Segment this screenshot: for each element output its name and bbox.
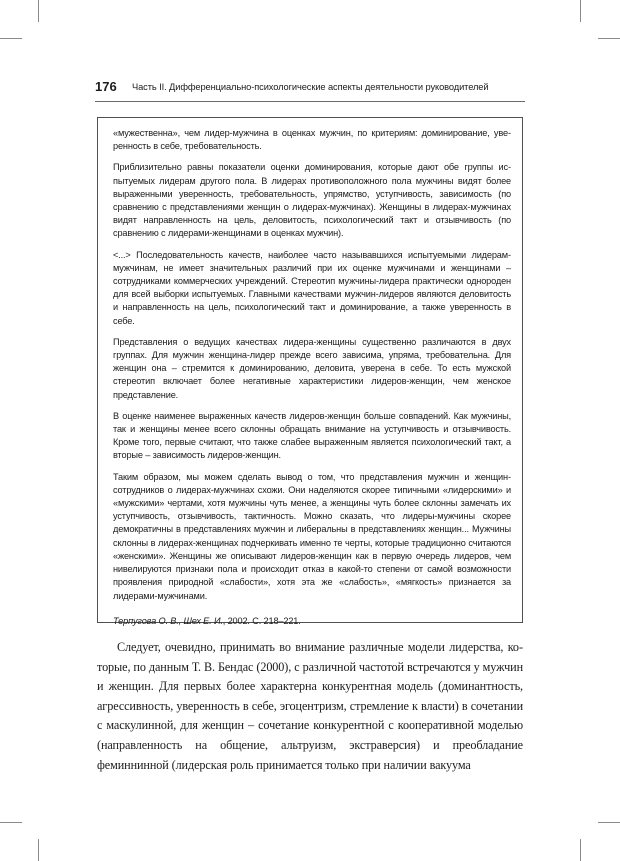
body-paragraph: Следует, очевидно, принимать во внимание различные модели лидерства, которые, по данным Т. В. Бендас (2000), с различной частотой встречаются у мужчин и женщин. Для первых более характерна конкурентная модель (доминантность, агрессивность, уверенность в себе, эгоцентризм, стремление к власти) в сочетании с маскулинной, для женщин – сочетание конкурентной с кооперативной моделью (направленность на общение, альтруизм, экстраверсия) и преобладание феминнинной (лидерская роль принимается только при наличии вакуума bbox=[97, 640, 523, 772]
crop-mark bbox=[38, 0, 39, 22]
quote-paragraph: Представления о ведущих качествах лидера-женщины существенно различаются в двух группах. Для мужчин женщина-лидер прежде всего зависима, упряма, требовательна. Для женщин она – стремится к доминированию, деловита, уверена в себе. То есть мужской стереотип включает более негативные характеристики лидеров-женщин, чем женское представление. bbox=[113, 336, 511, 400]
crop-mark bbox=[580, 839, 581, 861]
quote-box bbox=[97, 117, 523, 626]
page-header bbox=[95, 77, 525, 102]
running-title: Часть II. Дифференциально-психологические аспекты деятельности руководителей bbox=[132, 82, 489, 92]
quote-source bbox=[113, 615, 511, 628]
page-number: 176 bbox=[95, 79, 117, 94]
source-details: , 2002. С. 218–221. bbox=[222, 615, 301, 626]
crop-mark bbox=[38, 839, 39, 861]
crop-mark bbox=[580, 0, 581, 22]
quote-paragraph: В оценке наименее выраженных качеств лидеров-женщин больше совпадений. Как мужчины, так и женщины менее всего склонны обращать внимание на уступчивость и отзывчивость. Кроме того, первые считают, что также слабее выраженным является психологический такт, а вторые – зависимость лидеров-женщин. bbox=[113, 410, 511, 461]
source-authors: Терпугова О. В., Шех Е. И. bbox=[113, 615, 223, 626]
crop-mark bbox=[0, 38, 22, 39]
quote-paragraph: Таким образом, мы можем сделать вывод о том, что представления мужчин и женщинсотрудников о лидерах-мужчинах схожи. Они наделяются скорее типичными «лидерскими» и «мужскими» чертами, хотя мужчины чуть менее, а женщины чуть более склонны замечать их уступчивость, отзывчивость, тактичность. Можно сказать, что лидеры-мужчины скорее демократичны в представлениях мужчин и либеральны в представлениях женщин... Мужчины склонны в лидерах-женщинах подчеркивать именно те черты, которые традиционно считаются «женскими». Женщины же описывают лидеров-женщин как в первую очередь лидеров, чем нивелируются признаки пола и происходит отказ в какой-то степени от самой возможности проявления природной «слабости», хотя эта же «слабость», «мягкость» признается за лидерами-мужчинами. bbox=[113, 471, 511, 601]
crop-mark bbox=[598, 822, 620, 823]
quote-paragraph: Приблизительно равны показатели оценки доминирования, которые дают обе группы испытуемых лидерам другого пола. В лидерах противоположного пола мужчины видят более выраженными уверенность, требовательность, упрямство, уступчивость, зависимость (по сравнению с представлениями женщин о лидерах-мужчинах). Женщины в лидерах-мужчинах видят направленность на цель, деловитость, психологический такт и отзывчивость (по сравнению с лидерами-женщинами в оценках мужчин). bbox=[113, 162, 511, 239]
quote-paragraph: <...> Последовательность качеств, наиболее часто называвшихся испытуемыми лидераммужчинам, не имеет значительных различий при их оценке мужчинами и женщинами – сотрудниками коммерческих учреждений. Стереотип мужчины-лидера практически однороден для всей выборки испытуемых. Главными качествами мужчин-лидеров являются деловитость и направленность на цель, психологический такт и доминирование, а также уверенность в себе. bbox=[113, 249, 511, 326]
crop-mark bbox=[0, 822, 22, 823]
quote-paragraph: «мужественна», чем лидер-мужчина в оценках мужчин, по критериям: доминирование, уверенность в себе, требовательность. bbox=[113, 128, 511, 152]
crop-mark bbox=[598, 38, 620, 39]
